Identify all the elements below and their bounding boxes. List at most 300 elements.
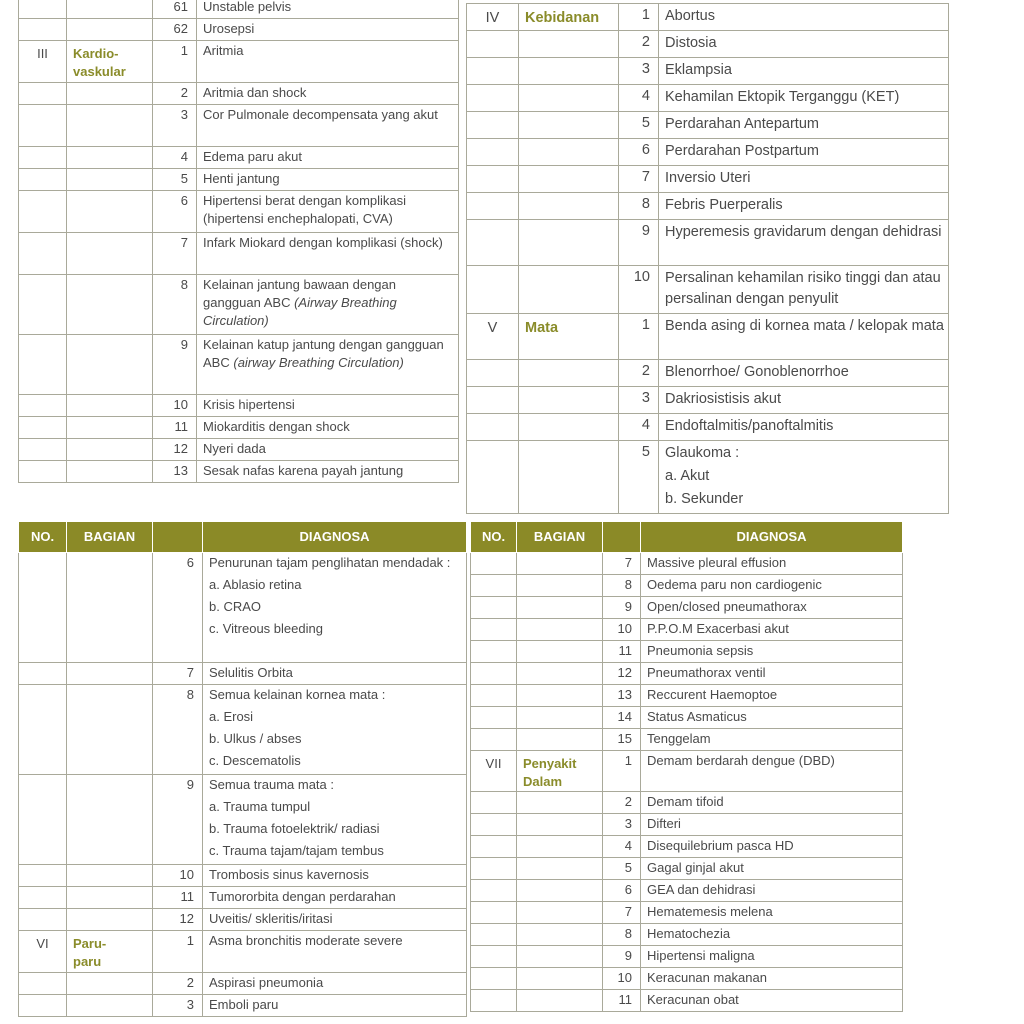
- table-row: [471, 924, 903, 946]
- section-number: [467, 31, 519, 58]
- section-name: [519, 112, 619, 139]
- item-number: 14: [603, 707, 641, 729]
- bottom-right-body: [471, 553, 903, 1012]
- section-number: [471, 858, 517, 880]
- table-row: [471, 685, 903, 707]
- section-number: [19, 995, 67, 1017]
- item-number: 7: [153, 663, 203, 685]
- diagnosis-text: Penurunan tajam penglihatan mendadak :: [209, 555, 451, 570]
- diagnosis-text: Inversio Uteri: [665, 170, 751, 186]
- diagnosis-subitem: a. Ablasio retina: [209, 577, 302, 592]
- section-number: [471, 597, 517, 619]
- diagnosis-text: Hyperemesis gravidarum dengan dehidrasi: [665, 224, 942, 240]
- table-row: [471, 814, 903, 836]
- diagnosis: [203, 663, 467, 685]
- section-name: [67, 83, 153, 105]
- diagnosis: [641, 575, 903, 597]
- table-row: [467, 360, 949, 387]
- item-number: 8: [153, 275, 197, 335]
- section-name: [517, 946, 603, 968]
- header-bagian: BAGIAN: [67, 522, 153, 553]
- header-no: NO.: [19, 522, 67, 553]
- diagnosis-text: Semua trauma mata :: [209, 777, 334, 792]
- table-row: [467, 266, 949, 314]
- table-row: [467, 58, 949, 85]
- table-row: [19, 887, 467, 909]
- diagnosis: [197, 41, 459, 83]
- diagnosis-text: Benda asing di kornea mata / kelopak mata: [665, 318, 944, 334]
- section-number: [467, 266, 519, 314]
- item-number: 9: [619, 220, 659, 266]
- diagnosis: [659, 441, 949, 514]
- diagnosis-text: Persalinan kehamilan risiko tinggi dan atau persalinan dengan penyulit: [665, 270, 941, 307]
- header-no: NO.: [471, 522, 517, 553]
- section-name: [519, 414, 619, 441]
- section-number: [471, 968, 517, 990]
- table-row: [19, 191, 459, 233]
- section-number: [19, 147, 67, 169]
- diagnosis: [197, 275, 459, 335]
- item-number: 12: [153, 909, 203, 931]
- diagnosis: [659, 58, 949, 85]
- section-number: [467, 220, 519, 266]
- section-number: [19, 865, 67, 887]
- item-number: 7: [603, 553, 641, 575]
- table-row: [471, 707, 903, 729]
- diagnosis: [203, 931, 467, 973]
- bottom-left-table: [18, 521, 467, 1017]
- section-number: [471, 707, 517, 729]
- table-row: [467, 441, 949, 514]
- item-number: 2: [619, 31, 659, 58]
- item-number: 1: [619, 4, 659, 31]
- header-blank: [153, 522, 203, 553]
- section-name: [517, 968, 603, 990]
- diagnosis: [659, 112, 949, 139]
- section-number: III: [19, 41, 67, 83]
- diagnosis-text: Endoftalmitis/panoftalmitis: [665, 418, 834, 434]
- item-number: 9: [603, 597, 641, 619]
- item-number: 5: [619, 112, 659, 139]
- diagnosis: [659, 193, 949, 220]
- diagnosis: [641, 597, 903, 619]
- item-number: 10: [603, 619, 641, 641]
- table-row: [19, 19, 459, 41]
- diagnosis: [641, 990, 903, 1012]
- section-number: [471, 902, 517, 924]
- diagnosis: [197, 83, 459, 105]
- section-number: [19, 19, 67, 41]
- table-row: [467, 414, 949, 441]
- section-number: [19, 887, 67, 909]
- item-number: 12: [153, 439, 197, 461]
- table-row: [19, 995, 467, 1017]
- section-number: [467, 112, 519, 139]
- table-row: [471, 858, 903, 880]
- section-number: [467, 166, 519, 193]
- item-number: 5: [619, 441, 659, 514]
- section-number: [471, 619, 517, 641]
- section-name: [519, 387, 619, 414]
- diagnosis: [197, 169, 459, 191]
- diagnosis-text: Oedema paru non cardiogenic: [647, 577, 822, 592]
- table-row: [19, 41, 459, 83]
- section-number: [471, 553, 517, 575]
- section-name: [67, 335, 153, 395]
- section-number: [19, 335, 67, 395]
- item-number: 3: [619, 58, 659, 85]
- table-row: [19, 865, 467, 887]
- section-name: [519, 193, 619, 220]
- diagnosis: [641, 619, 903, 641]
- section-number: [19, 169, 67, 191]
- section-number: [467, 387, 519, 414]
- table-row: [471, 902, 903, 924]
- diagnosis: [641, 792, 903, 814]
- section-number: [19, 685, 67, 775]
- diagnosis-text: GEA dan dehidrasi: [647, 882, 756, 897]
- diagnosis-text: Edema paru akut: [203, 149, 303, 164]
- section-name: Penyakit Dalam: [517, 751, 603, 792]
- section-name: [519, 58, 619, 85]
- diagnosis-text: Demam berdarah dengue (DBD): [647, 753, 835, 768]
- diagnosis: [659, 387, 949, 414]
- diagnosis-text: Miokarditis dengan shock: [203, 419, 350, 434]
- section-number: [471, 990, 517, 1012]
- item-number: 7: [603, 902, 641, 924]
- section-name: [67, 275, 153, 335]
- section-number: V: [467, 314, 519, 360]
- table-row: [471, 946, 903, 968]
- diagnosis-text: Unstable pelvis: [203, 0, 292, 14]
- section-name: [519, 266, 619, 314]
- item-number: 12: [603, 663, 641, 685]
- table-row: [19, 775, 467, 865]
- diagnosis-text: Perdarahan Antepartum: [665, 116, 819, 132]
- item-number: 9: [153, 775, 203, 865]
- section-name: [517, 597, 603, 619]
- section-number: [19, 105, 67, 147]
- diagnosis: [659, 314, 949, 360]
- section-number: [471, 814, 517, 836]
- item-number: 6: [603, 880, 641, 902]
- diagnosis-text: Difteri: [647, 816, 681, 831]
- table-row: [471, 641, 903, 663]
- item-number: 5: [153, 169, 197, 191]
- table-row: [19, 0, 459, 19]
- diagnosis: [659, 266, 949, 314]
- diagnosis: [641, 641, 903, 663]
- item-number: 61: [153, 0, 197, 19]
- diagnosis-subitem: b. Ulkus / abses: [209, 731, 302, 746]
- section-name: [519, 139, 619, 166]
- section-name: [67, 995, 153, 1017]
- diagnosis: [641, 814, 903, 836]
- diagnosis: [197, 0, 459, 19]
- section-number: [19, 775, 67, 865]
- item-number: 2: [619, 360, 659, 387]
- diagnosis-text: Disequilebrium pasca HD: [647, 838, 794, 853]
- diagnosis: [641, 836, 903, 858]
- diagnosis-text: Hipertensi berat dengan komplikasi (hipertensi enchephalopati, CVA): [203, 193, 407, 226]
- diagnosis-text: Eklampsia: [665, 62, 732, 78]
- table-row: [19, 417, 459, 439]
- section-name: Paru- paru: [67, 931, 153, 973]
- diagnosis-subitem: a. Trauma tumpul: [209, 799, 311, 814]
- diagnosis-text: Sesak nafas karena payah jantung: [203, 463, 404, 478]
- section-number: [467, 139, 519, 166]
- diagnosis-text: Keracunan obat: [647, 992, 739, 1007]
- top-left-body: [19, 0, 459, 483]
- section-name: [67, 685, 153, 775]
- diagnosis-subitem: a. Akut: [665, 468, 710, 484]
- diagnosis: [641, 902, 903, 924]
- table-row: [467, 220, 949, 266]
- diagnosis: [641, 946, 903, 968]
- diagnosis: [641, 880, 903, 902]
- diagnosis: [203, 553, 467, 663]
- table-row: [471, 968, 903, 990]
- section-number: [471, 663, 517, 685]
- section-number: [471, 836, 517, 858]
- section-name: [519, 441, 619, 514]
- table-row: [471, 990, 903, 1012]
- header-diagnosa: DIAGNOSA: [641, 522, 903, 553]
- table-row: [19, 909, 467, 931]
- diagnosis-text: P.P.O.M Exacerbasi akut: [647, 621, 789, 636]
- section-number: [19, 909, 67, 931]
- diagnosis-text: Kehamilan Ektopik Terganggu (KET): [665, 89, 900, 105]
- item-number: 9: [603, 946, 641, 968]
- item-number: 10: [619, 266, 659, 314]
- diagnosis-subitem: c. Trauma tajam/tajam tembus: [209, 843, 384, 858]
- item-number: 3: [153, 105, 197, 147]
- diagnosis: [659, 4, 949, 31]
- section-number: VII: [471, 751, 517, 792]
- table-row: [19, 147, 459, 169]
- section-name: [67, 439, 153, 461]
- diagnosis-text: Semua kelainan kornea mata :: [209, 687, 386, 702]
- diagnosis: [641, 858, 903, 880]
- diagnosis: [203, 909, 467, 931]
- diagnosis: [203, 973, 467, 995]
- section-number: [19, 439, 67, 461]
- section-name: [517, 553, 603, 575]
- diagnosis-text: Kelainan katup jantung dengan gangguan ABC: [203, 337, 444, 370]
- table-row: [19, 169, 459, 191]
- section-number: [19, 417, 67, 439]
- section-number: [19, 395, 67, 417]
- diagnosis: [659, 139, 949, 166]
- diagnosis: [197, 439, 459, 461]
- header-blank: [603, 522, 641, 553]
- section-name: [67, 553, 153, 663]
- diagnosis-text: Aritmia: [203, 43, 244, 58]
- table-row: [471, 597, 903, 619]
- table-row: [467, 387, 949, 414]
- section-name: [517, 663, 603, 685]
- diagnosis-text: Cor Pulmonale decompensata yang akut: [203, 107, 438, 122]
- table-row: [467, 193, 949, 220]
- section-name: [517, 575, 603, 597]
- section-number: [471, 685, 517, 707]
- item-number: 11: [603, 641, 641, 663]
- section-name: [517, 836, 603, 858]
- item-number: 11: [153, 417, 197, 439]
- table-row: [471, 751, 903, 792]
- section-name: [517, 880, 603, 902]
- section-number: [471, 792, 517, 814]
- diagnosis-subitem: b. CRAO: [209, 599, 262, 614]
- section-name: [519, 85, 619, 112]
- item-number: 2: [153, 83, 197, 105]
- bottom-right-table: [470, 521, 903, 1012]
- section-number: [471, 729, 517, 751]
- item-number: 1: [153, 41, 197, 83]
- diagnosis-text: Blenorrhoe/ Gonoblenorrhoe: [665, 364, 849, 380]
- table-row: [471, 553, 903, 575]
- section-name: [67, 775, 153, 865]
- diagnosis-text: Tumororbita dengan perdarahan: [209, 889, 396, 904]
- section-number: [467, 58, 519, 85]
- diagnosis-text: Hematochezia: [647, 926, 731, 941]
- item-number: 8: [619, 193, 659, 220]
- diagnosis-text: Gagal ginjal akut: [647, 860, 744, 875]
- item-number: 10: [603, 968, 641, 990]
- table-row: [467, 112, 949, 139]
- diagnosis-text: Tenggelam: [647, 731, 711, 746]
- diagnosis-text: Massive pleural effusion: [647, 555, 787, 570]
- item-number: 1: [153, 931, 203, 973]
- item-number: 8: [603, 575, 641, 597]
- section-number: [19, 973, 67, 995]
- diagnosis: [203, 995, 467, 1017]
- section-number: [467, 85, 519, 112]
- diagnosis: [641, 707, 903, 729]
- section-number: VI: [19, 931, 67, 973]
- item-number: 13: [603, 685, 641, 707]
- diagnosis: [197, 19, 459, 41]
- item-number: 13: [153, 461, 197, 483]
- section-name: [519, 31, 619, 58]
- section-number: [471, 946, 517, 968]
- diagnosis: [197, 105, 459, 147]
- section-name: [517, 619, 603, 641]
- diagnosis-text: Febris Puerperalis: [665, 197, 783, 213]
- table-row: [467, 139, 949, 166]
- section-name: [67, 169, 153, 191]
- section-number: [471, 641, 517, 663]
- diagnosis-text: Emboli paru: [209, 997, 279, 1012]
- section-name: [67, 105, 153, 147]
- diagnosis: [641, 968, 903, 990]
- diagnosis-text: Krisis hipertensi: [203, 397, 295, 412]
- item-number: 4: [603, 836, 641, 858]
- diagnosis-text: Reccurent Haemoptoe: [647, 687, 778, 702]
- section-name: [67, 663, 153, 685]
- diagnosis-text: Pneumathorax ventil: [647, 665, 766, 680]
- diagnosis: [659, 85, 949, 112]
- section-number: [467, 414, 519, 441]
- table-row: [19, 395, 459, 417]
- section-name: [519, 166, 619, 193]
- bottom-left-header-row: [19, 522, 467, 553]
- diagnosis: [659, 220, 949, 266]
- item-number: 7: [153, 233, 197, 275]
- header-bagian: BAGIAN: [517, 522, 603, 553]
- top-right-table: [466, 3, 949, 514]
- table-row: [471, 880, 903, 902]
- section-number: [19, 275, 67, 335]
- table-row: [467, 166, 949, 193]
- section-number: [19, 233, 67, 275]
- table-row: [467, 31, 949, 58]
- item-number: 3: [603, 814, 641, 836]
- section-name: [517, 902, 603, 924]
- diagnosis: [197, 461, 459, 483]
- item-number: 11: [153, 887, 203, 909]
- section-name: [517, 814, 603, 836]
- diagnosis-text: Perdarahan Postpartum: [665, 143, 819, 159]
- item-number: 3: [619, 387, 659, 414]
- section-name: [517, 729, 603, 751]
- item-number: 6: [153, 553, 203, 663]
- table-row: [471, 729, 903, 751]
- table-row: [471, 575, 903, 597]
- section-number: [471, 880, 517, 902]
- diagnosis: [197, 395, 459, 417]
- item-number: 2: [603, 792, 641, 814]
- diagnosis: [197, 335, 459, 395]
- diagnosis-text: Status Asmaticus: [647, 709, 747, 724]
- table-row: [19, 663, 467, 685]
- section-number: [19, 461, 67, 483]
- diagnosis-text: Asma bronchitis moderate severe: [209, 933, 403, 948]
- section-name: [67, 395, 153, 417]
- section-name: [67, 973, 153, 995]
- table-row: [471, 663, 903, 685]
- diagnosis-italic-text: (Airway Breathing Circulation): [203, 295, 397, 328]
- section-name: [517, 792, 603, 814]
- diagnosis-subitem: b. Trauma fotoelektrik/ radiasi: [209, 821, 380, 836]
- section-name: [67, 417, 153, 439]
- diagnosis: [197, 233, 459, 275]
- section-number: [19, 191, 67, 233]
- diagnosis-text: Aritmia dan shock: [203, 85, 307, 100]
- diagnosis-text: Nyeri dada: [203, 441, 266, 456]
- item-number: 7: [619, 166, 659, 193]
- diagnosis-text: Distosia: [665, 35, 717, 51]
- section-name: [67, 191, 153, 233]
- table-row: [19, 461, 459, 483]
- item-number: 11: [603, 990, 641, 1012]
- table-row: [19, 83, 459, 105]
- item-number: 15: [603, 729, 641, 751]
- item-number: 2: [153, 973, 203, 995]
- section-number: [467, 193, 519, 220]
- table-row: [19, 233, 459, 275]
- table-row: [19, 439, 459, 461]
- item-number: 1: [603, 751, 641, 792]
- diagnosis-text: Glaukoma :: [665, 445, 740, 461]
- diagnosis-text: Open/closed pneumathorax: [647, 599, 807, 614]
- table-row: [19, 973, 467, 995]
- table-row: [471, 619, 903, 641]
- section-name: [517, 858, 603, 880]
- diagnosis-text: Trombosis sinus kavernosis: [209, 867, 369, 882]
- diagnosis-text: Hematemesis melena: [647, 904, 773, 919]
- diagnosis: [641, 924, 903, 946]
